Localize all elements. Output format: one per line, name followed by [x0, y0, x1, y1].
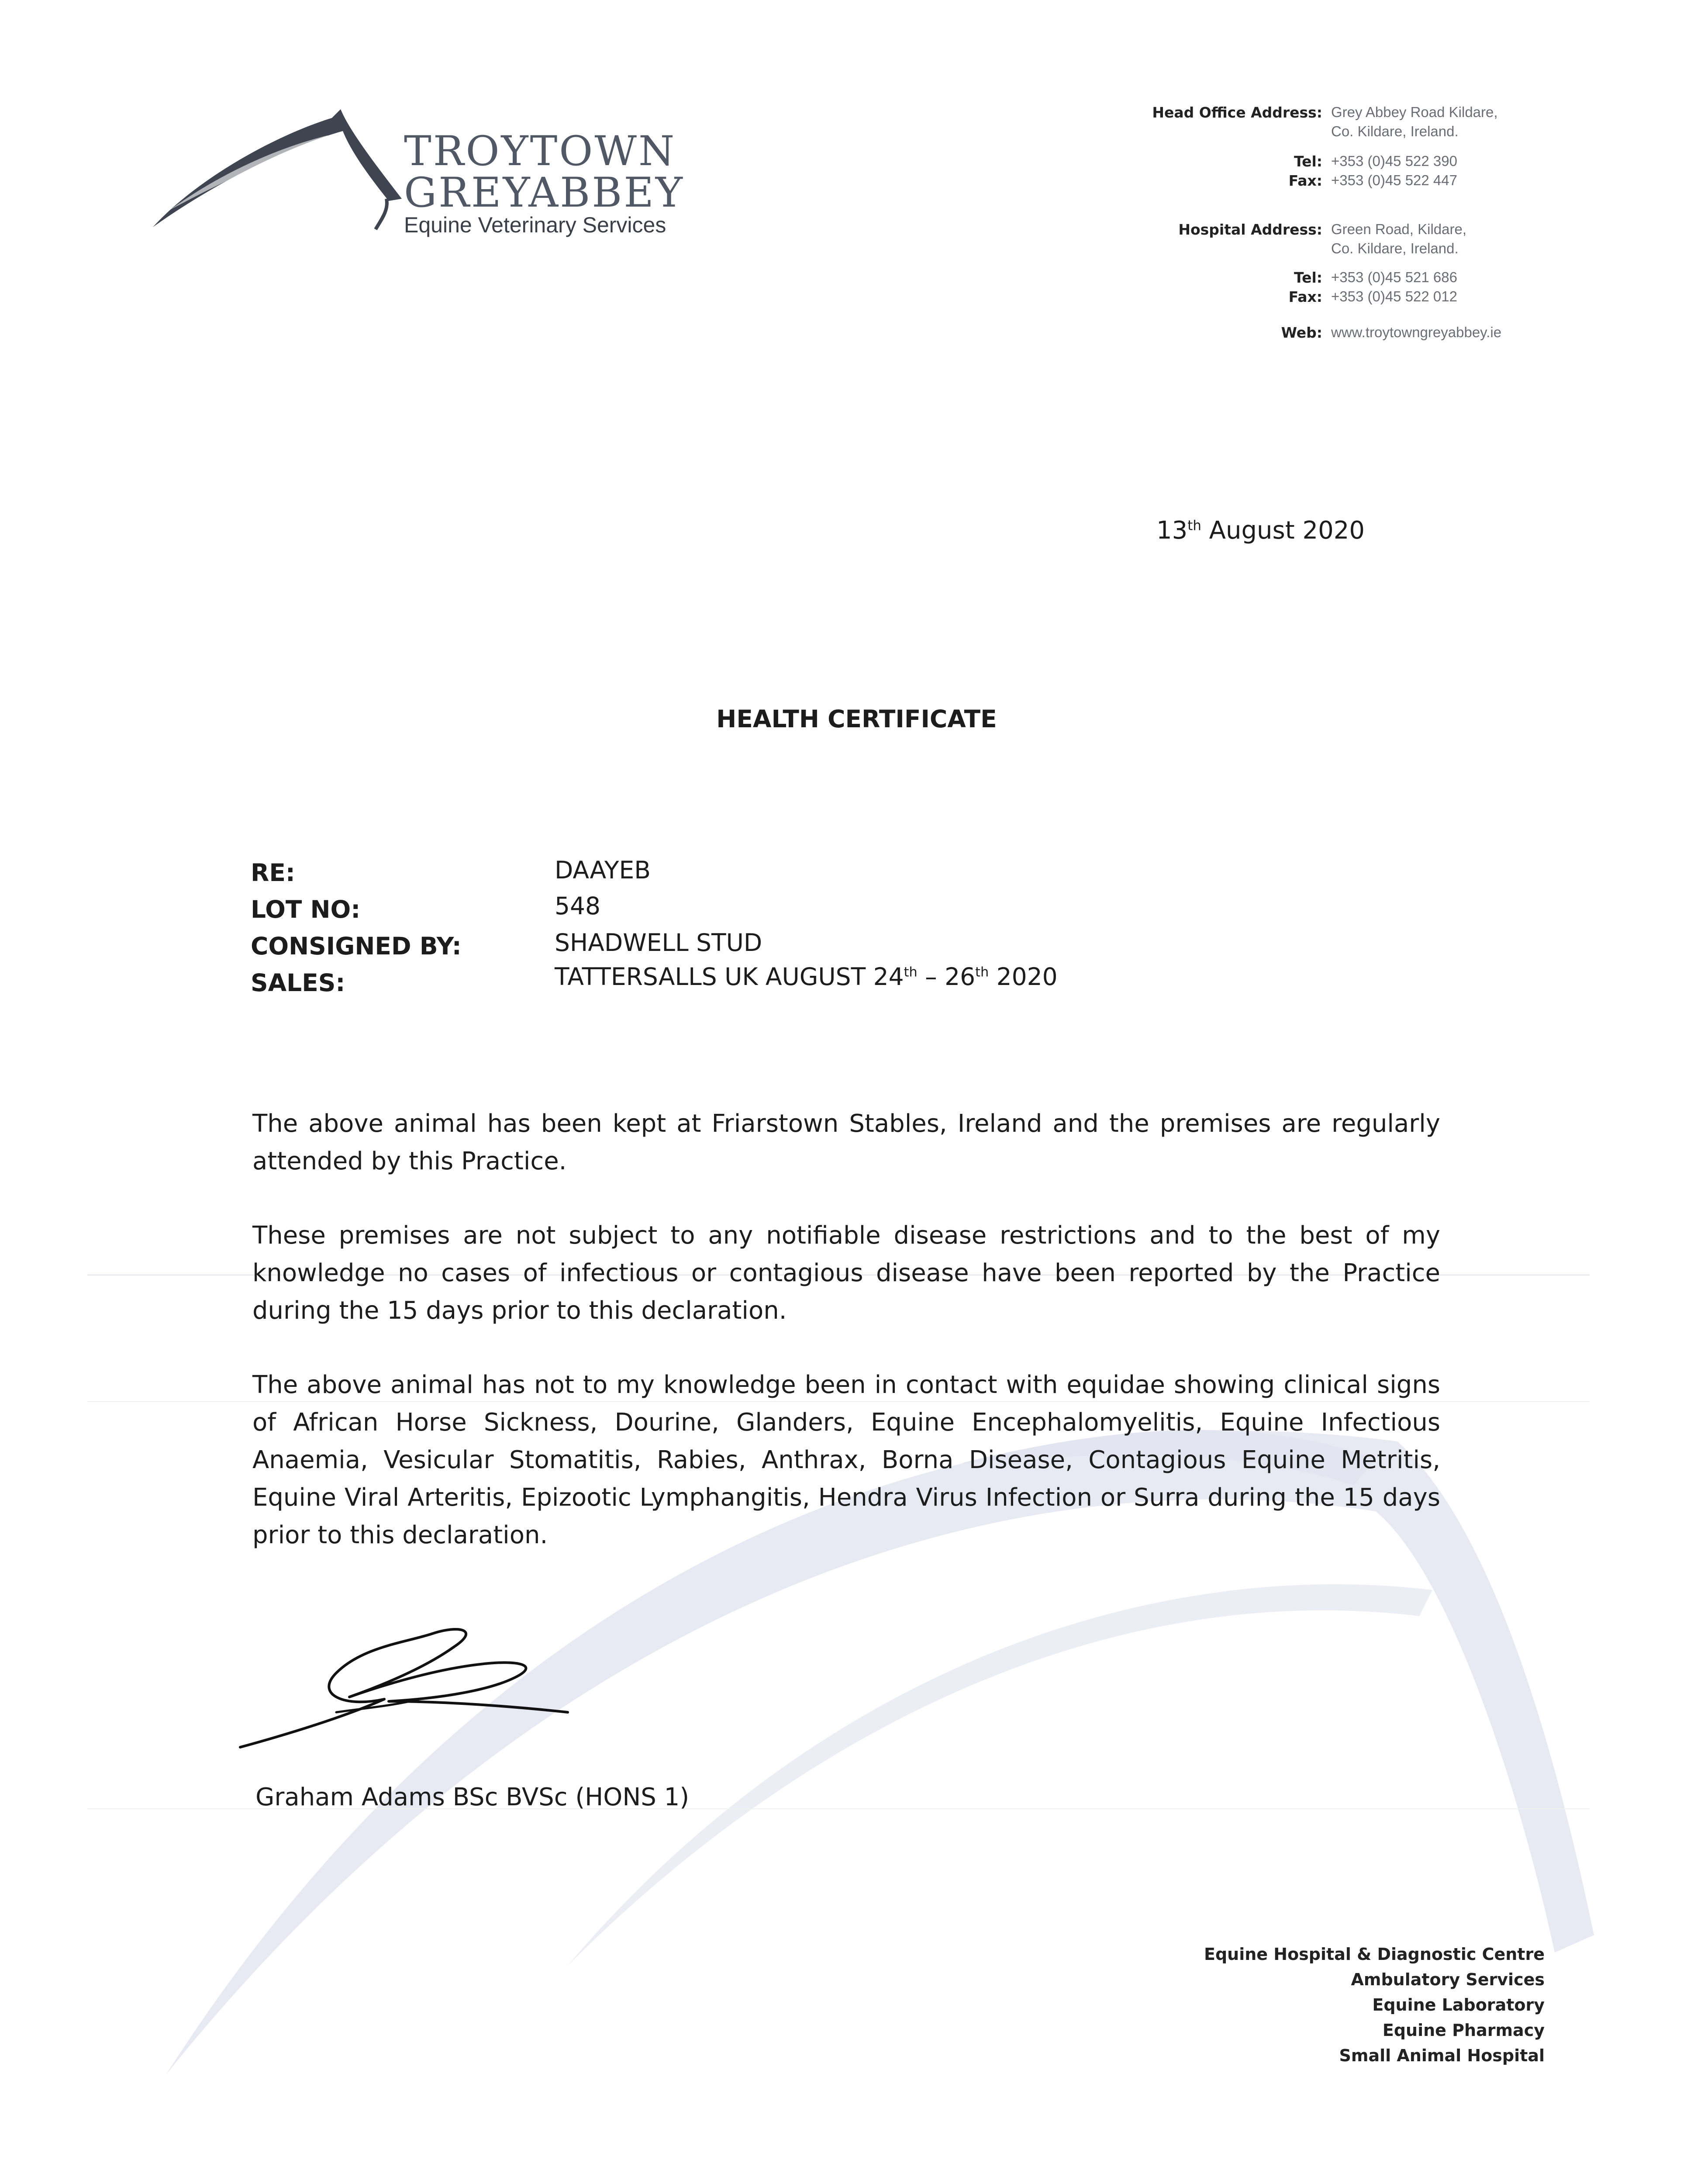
service-item: Equine Hospital & Diagnostic Centre — [1204, 1945, 1545, 1964]
signature-mark — [236, 1607, 576, 1765]
paragraph-1: The above animal has been kept at Friarstown Stables, Ireland and the premises are regularly attended by this Practice. — [252, 1109, 1440, 1175]
hospital-tel-label: Tel: — [1294, 269, 1322, 286]
paragraph-3: The above animal has not to my knowledge been in contact with equidae showing clinical signs of African Horse Sickness, Dourine, Glanders, Equine Encephalomyelitis, Equine Infectious Anaemia, Vesicular Stomatitis, Rabies, Anthrax, Borna Disease, Contagious Equine Metritis, Equine Viral Arteritis, Epizootic Lymphangitis, Hendra Virus Infection or Surra during the 15 days prior to this declaration. — [252, 1371, 1440, 1549]
head-office-tel: +353 (0)45 522 390 — [1331, 153, 1457, 169]
consigned-label: CONSIGNED BY: — [251, 932, 462, 960]
web-address: www.troytowngreyabbey.ie — [1331, 324, 1502, 340]
document-title: HEALTH CERTIFICATE — [716, 705, 997, 733]
service-item: Equine Pharmacy — [1382, 2021, 1545, 2040]
service-item: Ambulatory Services — [1351, 1970, 1545, 1989]
hospital-fax-label: Fax: — [1288, 288, 1322, 305]
lot-label: LOT NO: — [251, 895, 361, 923]
head-office-label: Head Office Address: — [1152, 104, 1322, 121]
brand-name-line1: TROYTOWN — [404, 128, 676, 175]
sales-label: SALES: — [251, 969, 345, 997]
head-office-tel-label: Tel: — [1294, 153, 1322, 170]
re-value: DAAYEB — [555, 856, 651, 884]
head-office-fax-label: Fax: — [1288, 172, 1322, 189]
service-item: Small Animal Hospital — [1339, 2046, 1545, 2065]
brand-subtitle: Equine Veterinary Services — [404, 213, 666, 237]
hospital-line1: Green Road, Kildare, — [1331, 221, 1467, 237]
troytown-logo-icon — [144, 105, 406, 236]
web-label: Web: — [1281, 324, 1322, 341]
head-office-line2: Co. Kildare, Ireland. — [1331, 123, 1459, 139]
consigned-value: SHADWELL STUD — [555, 929, 762, 957]
signer-name: Graham Adams BSc BVSc (HONS 1) — [255, 1783, 690, 1811]
head-office-fax: +353 (0)45 522 447 — [1331, 172, 1457, 188]
sales-value: TATTERSALLS UK AUGUST 24th – 26th 2020 — [555, 963, 1058, 991]
lot-value: 548 — [555, 892, 600, 920]
head-office-line1: Grey Abbey Road Kildare, — [1331, 104, 1498, 120]
hospital-line2: Co. Kildare, Ireland. — [1331, 240, 1459, 256]
service-item: Equine Laboratory — [1372, 1995, 1545, 2015]
brand-name-line2: GREYABBEY — [404, 169, 684, 217]
letter-date: 13th August 2020 — [1156, 516, 1365, 545]
re-label: RE: — [251, 859, 295, 887]
hospital-address-label: Hospital Address: — [1178, 221, 1322, 238]
paragraph-2: These premises are not subject to any notifiable disease restrictions and to the best of my knowledge no cases of infectious or contagious disease have been reported by the Practice during the 15 days prior to this declaration. — [252, 1221, 1440, 1325]
hospital-fax: +353 (0)45 522 012 — [1331, 288, 1457, 304]
hospital-tel: +353 (0)45 521 686 — [1331, 269, 1457, 285]
